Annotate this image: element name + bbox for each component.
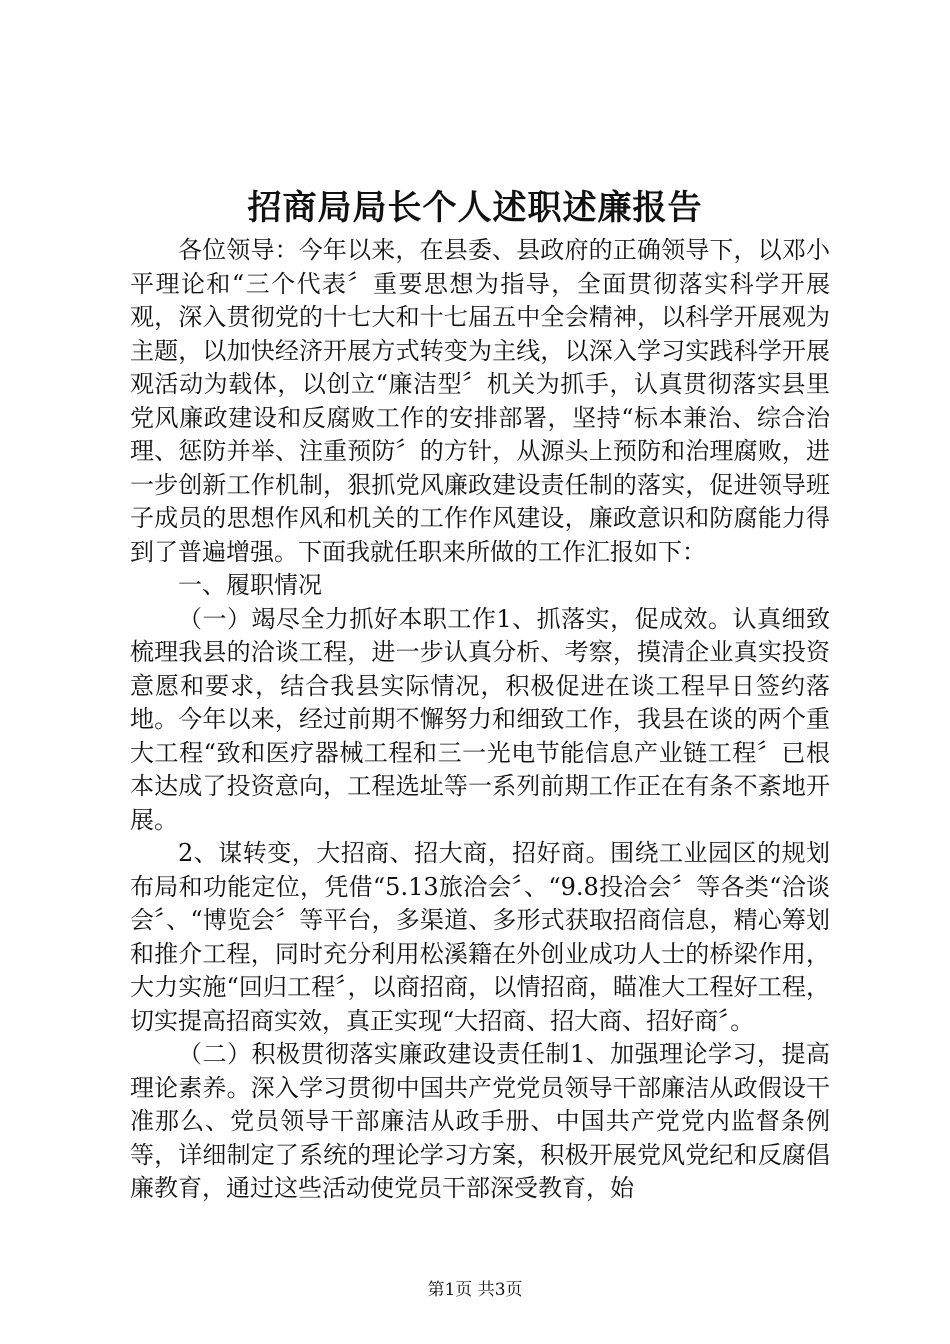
section-heading-performance: 一、履职情况	[178, 571, 322, 599]
paragraph-investment: 2、谋转变，大招商、招大商，招好商。围绕工业园区的规划布局和功能定位，凭借“5.13旅洽会〞、“9.8投洽会〞等各类“洽谈会〞、“博览会〞等平台，多渠道、多形式获取招商信息，精心筹划和推介工程，同时充分利用松溪籍在外创业成功人士的桥梁作用，大力实施“回归工程〞，以商招商，以情招商，瞄准大工程好工程，切实提高招商实效，真正实现“大招商、招大商、招好商〞。	[130, 839, 830, 1035]
document-body	[130, 234, 830, 1206]
document-title: 招商局局长个人述职述廉报告	[247, 188, 703, 228]
paragraph-integrity: （二）积极贯彻落实廉政建设责任制1、加强理论学习，提高理论素养。深入学习贯彻中国共产党党员领导干部廉洁从政假设干准那么、党员领导干部廉洁从政手册、中国共产党党内监督条例等，详细制定了系统的理论学习方案，积极开展党风党纪和反腐倡廉教育，通过这些活动使党员干部深受教育，始	[130, 1040, 830, 1202]
paragraph-duty-work: （一）竭尽全力抓好本职工作1、抓落实，促成效。认真细致梳理我县的洽谈工程，进一步认真分析、考察，摸清企业真实投资意愿和要求，结合我县实际情况，积极促进在谈工程早日签约落地。今年以来，经过前期不懈努力和细致工作，我县在谈的两个重大工程“致和医疗器械工程和三一光电节能信息产业链工程〞已根本达成了投资意向，工程选址等一系列前期工作正在有条不紊地开展。	[130, 604, 830, 834]
paragraph-intro: 各位领导：今年以来，在县委、县政府的正确领导下，以邓小平理论和“三个代表〞重要思想为指导，全面贯彻落实科学开展观，深入贯彻党的十七大和十七届五中全会精神，以科学开展观为主题，以加快经济开展方式转变为主线，以深入学习实践科学开展观活动为载体，以创立“廉洁型〞机关为抓手，认真贯彻落实县里党风廉政建设和反腐败工作的安排部署，坚持“标本兼治、综合治理、惩防并举、注重预防〞的方针，从源头上预防和治理腐败，进一步创新工作机制，狠抓党风廉政建设责任制的落实，促进领导班子成员的思想作风和机关的工作作风建设，廉政意识和防腐能力得到了普遍增强。下面我就任职来所做的工作汇报如下：	[130, 236, 830, 566]
page-number-footer: 第1页 共3页	[427, 1280, 523, 1300]
